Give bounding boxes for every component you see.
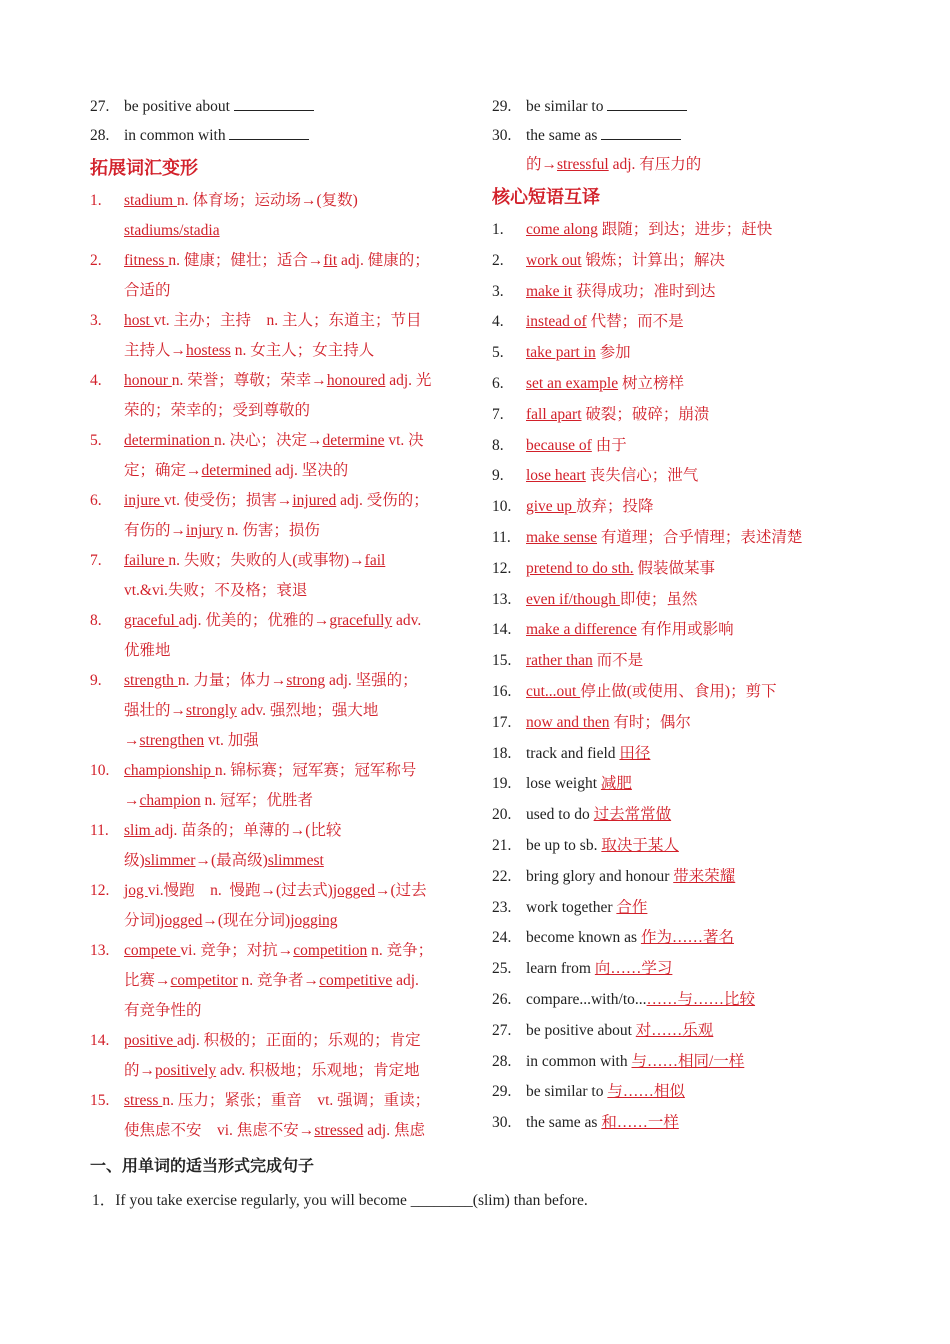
item-number: 26. (492, 990, 512, 1008)
phrase-item (492, 1016, 852, 1047)
phrase-text: be similar to 与……相似 (526, 1083, 685, 1101)
item-number: 24. (492, 929, 512, 947)
phrase-text: give up 放弃；投降 (526, 498, 654, 516)
item-number: 8. (90, 612, 102, 629)
phrase-item (492, 646, 852, 677)
vocab-item (90, 816, 465, 876)
item-number: 20. (492, 806, 512, 824)
phrase-text: set an example 树立榜样 (526, 374, 684, 392)
phrase-text: lose heart 丧失信心；泄气 (526, 467, 699, 485)
vocab-item (90, 366, 465, 426)
phrase-item (492, 923, 852, 954)
right-column (492, 92, 852, 1139)
item-number: 25. (492, 960, 512, 978)
vocab-text: failure n. 失败；失败的人(或事物)→fail vt.&vi.失败；不及格；衰退 (124, 552, 386, 599)
phrase-text: rather than 而不是 (526, 652, 644, 670)
section-title: 一、用单词的适当形式完成句子 (90, 1156, 315, 1175)
phrase-text: in common with 与……相同/一样 (526, 1052, 745, 1070)
vocab-list (90, 186, 465, 1146)
phrase-item (492, 800, 852, 831)
vocab-item (90, 756, 465, 816)
vocab-text: jog vi.慢跑 n. 慢跑→(过去式)jogged→(过去 分词)jogged→(现在分词)jogging (124, 882, 427, 929)
item-number: 3. (90, 312, 102, 329)
vocab-item (90, 546, 465, 606)
item-number: 9. (492, 467, 504, 485)
vocab-text: slim adj. 苗条的；单薄的→(比较 级)slimmer→(最高级)slimmest (124, 822, 342, 869)
answer-blank[interactable] (607, 96, 687, 111)
phrase-text: cut...out 停止做(或使用、食用)；剪下 (526, 682, 777, 700)
phrase-item (492, 523, 852, 554)
item-number: 23. (492, 898, 512, 916)
item-number: 22. (492, 867, 512, 885)
phrase-item (492, 954, 852, 985)
phrase-item (492, 1108, 852, 1139)
vocab-item (90, 936, 465, 1026)
item-number: 13. (90, 942, 110, 959)
item-number: 5. (90, 432, 102, 449)
phrase-item (492, 769, 852, 800)
phrase-text: fall apart 破裂；破碎；崩溃 (526, 405, 710, 423)
item-number: 30. (492, 127, 512, 144)
phrase-item (492, 739, 852, 770)
item-number: 11. (90, 822, 109, 839)
phrase-text: be up to sb. 取决于某人 (526, 836, 679, 854)
item-number: 5. (492, 344, 504, 362)
phrase-heading: 核心短语互译 (492, 187, 600, 208)
vocab-text: compete vi. 竞争；对抗→competition n. 竞争； 比赛→competitor n. 竞争者→competitive adj. 有竞争性的 (124, 942, 434, 1019)
vocab-item (90, 246, 465, 306)
item-number: 17. (492, 713, 512, 731)
item-number: 15. (492, 652, 512, 670)
item-text: in common with (124, 127, 226, 144)
item-number: 28. (90, 127, 110, 144)
phrase-text: lose weight 减肥 (526, 775, 632, 793)
answer-blank[interactable] (234, 96, 314, 111)
item-number: 9. (90, 672, 102, 689)
item-number: 2. (492, 251, 504, 269)
phrase-item (492, 461, 852, 492)
phrase-text: even if/though 即使；虽然 (526, 590, 698, 608)
item-number: 29. (492, 1083, 512, 1101)
item-number: 30. (492, 1114, 512, 1132)
phrase-item (492, 677, 852, 708)
item-text: be positive about (124, 98, 230, 115)
item-number: 27. (90, 98, 110, 115)
phrase-text: take part in 参加 (526, 344, 631, 362)
vocab-text: stadium n. 体育场；运动场→(复数) stadiums/stadia (124, 192, 358, 239)
vocab-text: determination n. 决心；决定→determine vt. 决 定；确定→determined adj. 坚决的 (124, 432, 424, 479)
item-number: 7. (90, 552, 102, 569)
exercise-number: 1． (92, 1192, 116, 1209)
vocab-text: injure vt. 使受伤；损害→injured adj. 受伤的； 有伤的→injury n. 伤害；损伤 (124, 492, 429, 539)
vocab-text: stress n. 压力；紧张；重音 vt. 强调；重读； 使焦虑不安 vi. 焦虑不安→stressed adj. 焦虑 (124, 1092, 431, 1139)
vocab-item (90, 1026, 465, 1086)
phrase-item (492, 246, 852, 277)
phrase-text: the same as 和……一样 (526, 1114, 679, 1132)
phrase-text: work out 锻炼；计算出；解决 (526, 251, 725, 269)
item-number: 8. (492, 436, 504, 454)
vocab-item (90, 876, 465, 936)
phrase-item (492, 1077, 852, 1108)
phrase-text: because of 由于 (526, 436, 627, 454)
item-number: 4. (492, 313, 504, 331)
item-number: 27. (492, 1021, 512, 1039)
vocab-item (90, 186, 465, 246)
vocab-text: graceful adj. 优美的；优雅的→gracefully adv. 优雅地 (124, 612, 422, 659)
item-number: 3. (492, 282, 504, 300)
phrase-item (492, 985, 852, 1016)
phrase-item (492, 585, 852, 616)
item-number: 21. (492, 836, 512, 854)
item-number: 15. (90, 1092, 110, 1109)
phrase-text: track and field 田径 (526, 744, 651, 762)
phrase-item (492, 554, 852, 585)
phrase-text: used to do 过去常常做 (526, 806, 672, 824)
phrase-text: become known as 作为……著名 (526, 929, 734, 947)
phrase-item (492, 708, 852, 739)
phrase-text: make it 获得成功；准时到达 (526, 282, 716, 300)
blank-item-28 (90, 121, 465, 150)
vocab-text: honour n. 荣誉；尊敬；荣幸→honoured adj. 光 荣的；荣幸的；受到尊敬的 (124, 372, 432, 419)
answer-blank[interactable] (601, 125, 681, 140)
item-number: 1. (90, 192, 102, 209)
phrase-item (492, 431, 852, 462)
blank-item-27 (90, 92, 465, 121)
item-number: 19. (492, 775, 512, 793)
phrase-text: bring glory and honour 带来荣耀 (526, 867, 736, 885)
item-number: 18. (492, 744, 512, 762)
item-number: 13. (492, 590, 512, 608)
phrase-item (492, 400, 852, 431)
blank-item-30 (492, 121, 852, 150)
phrase-item (492, 307, 852, 338)
phrase-item (492, 215, 852, 246)
phrase-item (492, 862, 852, 893)
item-number: 12. (90, 882, 110, 899)
phrase-text: compare...with/to...……与……比较 (526, 990, 756, 1008)
phrase-text: pretend to do sth. 假装做某事 (526, 559, 716, 577)
item-number: 16. (492, 682, 512, 700)
item-number: 4. (90, 372, 102, 389)
vocab-text: championship n. 锦标赛；冠军赛；冠军称号 →champion n. 冠军；优胜者 (124, 762, 417, 809)
vocab-text: positive adj. 积极的；正面的；乐观的；肯定 的→positively adv. 积极地；乐观地；肯定地 (124, 1032, 421, 1079)
exercise-item (92, 1188, 588, 1210)
phrase-item (492, 1047, 852, 1078)
phrase-item (492, 369, 852, 400)
vocab-text: strength n. 力量；体力→strong adj. 坚强的； 强壮的→strongly adv. 强烈地；强大地 →strengthen vt. 加强 (124, 672, 418, 749)
phrase-item (492, 492, 852, 523)
item-number: 10. (90, 762, 110, 779)
item-number: 29. (492, 98, 512, 115)
phrase-item (492, 893, 852, 924)
item-number: 6. (492, 374, 504, 392)
item-number: 28. (492, 1052, 512, 1070)
item-number: 7. (492, 405, 504, 423)
phrase-item (492, 831, 852, 862)
phrase-text: now and then 有时；偶尔 (526, 713, 691, 731)
phrase-item (492, 277, 852, 308)
answer-blank[interactable] (229, 125, 309, 140)
phrase-text: come along 跟随；到达；进步；赶快 (526, 221, 773, 238)
phrase-text: work together 合作 (526, 898, 648, 916)
phrase-text: instead of 代替；而不是 (526, 313, 684, 331)
vocab-item (90, 426, 465, 486)
phrase-text: learn from 向……学习 (526, 960, 673, 978)
vocab-heading: 拓展词汇变形 (90, 158, 198, 179)
item-number: 11. (492, 528, 511, 546)
vocab-item (90, 606, 465, 666)
phrase-item (492, 615, 852, 646)
phrase-text: be positive about 对……乐观 (526, 1021, 714, 1039)
item-number: 6. (90, 492, 102, 509)
vocab-continuation: 的→stressful adj. 有压力的 (526, 156, 702, 173)
item-number: 10. (492, 498, 512, 516)
left-column (90, 92, 465, 1146)
exercise-text: If you take exercise regularly, you will become ________(slim) than before. (115, 1192, 588, 1209)
item-text: the same as (526, 127, 598, 144)
phrase-item (492, 338, 852, 369)
item-number: 12. (492, 559, 512, 577)
vocab-item (90, 1086, 465, 1146)
phrase-text: make a difference 有作用或影响 (526, 621, 734, 639)
phrase-text: make sense 有道理；合乎情理；表述清楚 (526, 528, 803, 546)
vocab-text: fitness n. 健康；健壮；适合→fit adj. 健康的； 合适的 (124, 252, 430, 299)
vocab-text: host vt. 主办；主持 n. 主人；东道主；节目 主持人→hostess n. 女主人；女主持人 (124, 312, 422, 359)
item-number: 1. (492, 221, 504, 238)
phrase-list (492, 215, 852, 1139)
item-number: 2. (90, 252, 102, 269)
item-text: be similar to (526, 98, 604, 115)
item-number: 14. (90, 1032, 110, 1049)
item-number: 14. (492, 621, 512, 639)
vocab-item (90, 666, 465, 756)
vocab-item (90, 306, 465, 366)
blank-item-29 (492, 92, 852, 121)
vocab-item (90, 486, 465, 546)
